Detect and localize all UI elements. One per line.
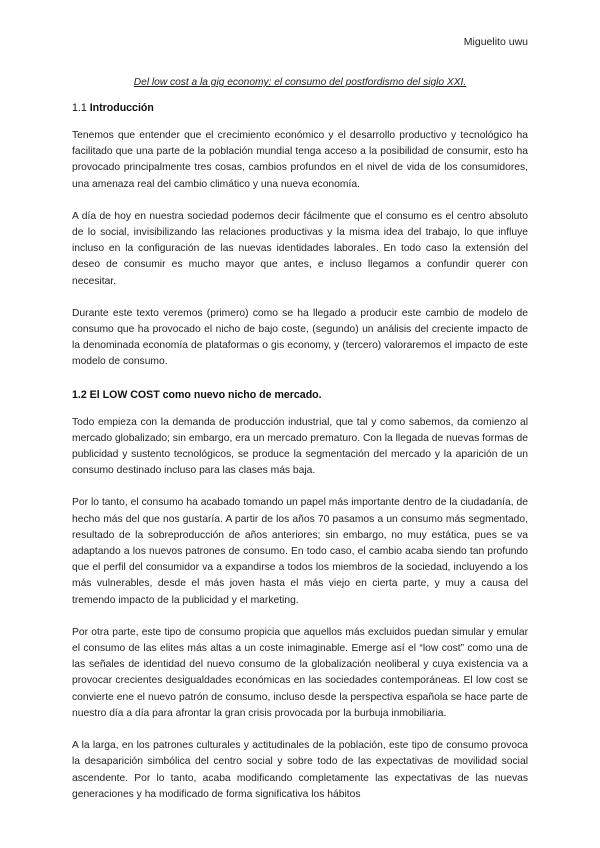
paragraph: A la larga, en los patrones culturales y actitudinales de la población, este tipo de consumo provoca la desaparición simbólica del centro social y sobre todo de las expectativas de movilidad social ascendente. Por lo tanto, acaba modificando completamente las expectativas de las nuevas generaciones y ha modificado de forma significativa los hábitos [72, 740, 528, 800]
paragraph: Tenemos que entender que el crecimiento económico y el desarrollo productivo y tecnológico ha facilitado que una parte de la población mundial tenga acceso a la posibilidad de consumir, esto ha provocado principalmente tres cosas, cambios profundos en el nivel de vida de los consumidores, una amenaza real del cambio climático y una nueva economía. [72, 130, 528, 190]
section-heading-introduccion [72, 100, 528, 116]
paragraph: Por lo tanto, el consumo ha acabado tomando un papel más importante dentro de la ciudadanía, de hecho más del que nos gustaría. A partir de los años 70 pasamos a un consumo más segmentado, resultado de la sobreproducción de años anteriores; sin embargo, no muy estática, pues se va adaptando a los nuevos patrones de consumo. En todo caso, el cambio acaba siendo tan profundo que el perfil del consumidor va a expandirse a todos los miembros de la sociedad, incluyendo a los más vulnerables, desde el más joven hasta el más viejo en cierta parte, y muy a causa del tremendo impacto de la publicidad y el marketing. [72, 497, 528, 606]
paragraph: A día de hoy en nuestra sociedad podemos decir fácilmente que el consumo es el centro absoluto de lo social, invisibilizando las relaciones productivas y la misma idea del trabajo, lo que influye incluso en la configuración de las nuevas identidades laborales. En todo caso la extensión del deseo de consumir es mucho mayor que antes, e incluso llegamos a confundir querer con necesitar. [72, 210, 528, 287]
document-body [72, 100, 528, 819]
paragraph: Todo empieza con la demanda de producción industrial, que tal y como sabemos, da comienzo al mercado globalizado; sin embargo, era un mercado prematuro. Con la llegada de nuevas formas de publicidad y sustento tecnológicos, se produce la segmentación del mercado y la aparición de un consumo destinado incluso para las clases más baja. [72, 416, 528, 477]
section-number: 1.1 [72, 102, 87, 114]
paragraph: Por otra parte, este tipo de consumo propicia que aquellos más excluidos puedan simular y emular el consumo de las elites más altas a un coste inimaginable. Emerge así el “low cost” como una de las señales de identidad del nuevo consumo de la globalización neoliberal y cuya existencia va a provocar crecientes desigualdades económicas en las sociedades contemporáneas. El low cost se convierte ene el nuevo patrón de consumo, incluso desde la perspectiva española se hace parte de nuestro día a día para afrontar la gran crisis provocada por la burbuja inmobiliaria. [72, 626, 528, 719]
section-heading-low-cost: 1.2 El LOW COST como nuevo nicho de mercado. [72, 388, 322, 401]
document-title: Del low cost a la gig economy: el consumo del postfordismo del siglo XXI. [133, 77, 467, 88]
paragraph: Durante este texto veremos (primero) como se ha llegado a producir este cambio de modelo de consumo que ha provocado el nicho de bajo coste, (segundo) un análisis del creciente impacto de la denominada economía de plataformas o gis economy, y (tercero) valoraremos el impacto de este modelo de consumo. [72, 307, 528, 368]
section-title: Introducción [89, 102, 154, 114]
author-name: Miguelito uwu [463, 36, 528, 48]
